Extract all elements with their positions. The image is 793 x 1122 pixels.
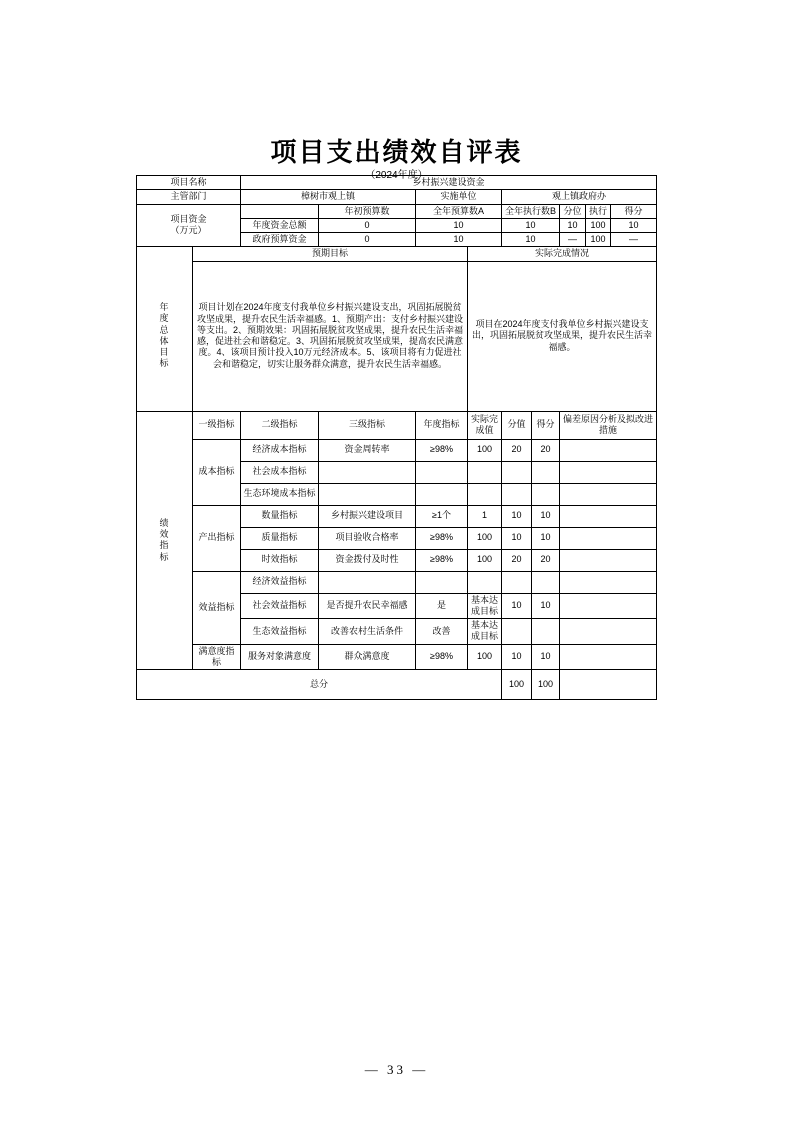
indicator-note (560, 461, 657, 483)
funds-row2-weight: — (560, 233, 586, 247)
indicator-weight (502, 571, 532, 593)
funds-row1-initial: 0 (319, 218, 416, 232)
indicator-weight (502, 619, 532, 645)
indicator-level3 (319, 571, 416, 593)
col-annual-target: 年度指标 (416, 411, 468, 439)
indicator-actual: 基本达成目标 (468, 593, 502, 619)
funds-row-label: 项目资金 （万元） (137, 204, 241, 247)
indicator-level2: 经济效益指标 (241, 571, 319, 593)
table-row (137, 571, 657, 593)
col-deviation-note: 偏差原因分析及拟改进措施 (560, 411, 657, 439)
funds-row2-rate: 100 (586, 233, 611, 247)
page-subtitle: （2024年度） (365, 170, 428, 181)
indicator-annual (416, 461, 468, 483)
table-row (137, 439, 657, 461)
indicator-annual: ≥98% (416, 527, 468, 549)
funds-row2-annual: 10 (416, 233, 502, 247)
department-label: 主管部门 (137, 190, 241, 204)
table-row (137, 505, 657, 527)
funds-col-score: 得分 (611, 204, 657, 218)
indicator-level1-output: 产出指标 (193, 505, 241, 571)
indicator-note (560, 483, 657, 505)
indicator-note (560, 619, 657, 645)
indicator-score: 20 (532, 549, 560, 571)
indicator-score (532, 461, 560, 483)
col-level1: 一级指标 (193, 411, 241, 439)
indicator-weight (502, 461, 532, 483)
unit-label: 实施单位 (416, 190, 502, 204)
indicator-annual (416, 571, 468, 593)
indicator-level1-benefit: 效益指标 (193, 571, 241, 644)
indicator-level2: 生态环境成本指标 (241, 483, 319, 505)
indicator-weight: 10 (502, 505, 532, 527)
department-value: 樟树市观上镇 (241, 190, 416, 204)
total-label: 总分 (137, 670, 502, 700)
indicator-annual: 是 (416, 593, 468, 619)
indicator-annual: ≥98% (416, 549, 468, 571)
indicator-actual: 基本达成目标 (468, 619, 502, 645)
indicator-annual: ≥98% (416, 644, 468, 670)
actual-completion-label: 实际完成情况 (468, 247, 657, 261)
indicator-weight: 10 (502, 593, 532, 619)
indicator-actual (468, 483, 502, 505)
indicator-note (560, 439, 657, 461)
indicator-level1-cost: 成本指标 (193, 439, 241, 505)
table-row (137, 644, 657, 670)
indicator-level3 (319, 483, 416, 505)
total-weight: 100 (502, 670, 532, 700)
col-level2: 二级指标 (241, 411, 319, 439)
funds-col-weight: 分位 (560, 204, 586, 218)
indicator-level2: 生态效益指标 (241, 619, 319, 645)
indicator-actual: 100 (468, 527, 502, 549)
actual-completion-text: 项目在2024年度支付我单位乡村振兴建设支出，巩固拓展脱贫攻坚成果，提升农民生活幸福感。 (468, 261, 657, 411)
indicator-weight (502, 483, 532, 505)
page-number: — 33 — (364, 1062, 429, 1077)
indicator-score: 10 (532, 527, 560, 549)
indicator-weight: 20 (502, 549, 532, 571)
funds-row2-executed: 10 (502, 233, 560, 247)
funds-row2-initial: 0 (319, 233, 416, 247)
funds-row1-rate: 100 (586, 218, 611, 232)
indicator-note (560, 571, 657, 593)
indicator-level1-satisfaction: 满意度指标 (193, 644, 241, 670)
indicator-weight: 20 (502, 439, 532, 461)
indicator-level2: 质量指标 (241, 527, 319, 549)
indicator-level3: 群众满意度 (319, 644, 416, 670)
table-row-target-headers (137, 247, 657, 261)
indicator-level3: 改善农村生活条件 (319, 619, 416, 645)
funds-row1-weight: 10 (560, 218, 586, 232)
funds-col-rate: 执行 (586, 204, 611, 218)
indicator-level3: 项目验收合格率 (319, 527, 416, 549)
table-row-target-content (137, 261, 657, 411)
indicator-actual (468, 571, 502, 593)
performance-indicator-side-label: 绩效指标 (137, 411, 193, 670)
indicator-level2: 社会成本指标 (241, 461, 319, 483)
project-name-value: 乡村振兴建设资金 (241, 176, 657, 190)
unit-value: 观上镇政府办 (502, 190, 657, 204)
table-row-total (137, 670, 657, 700)
annual-target-side-label-spacer (137, 247, 193, 261)
funds-col-executed: 全年执行数B (502, 204, 560, 218)
total-score: 100 (532, 670, 560, 700)
indicator-annual: 改善 (416, 619, 468, 645)
expected-target-text: 项目计划在2024年度支付我单位乡村振兴建设支出，巩固拓展脱贫攻坚成果，提升农民生活幸福感。1、预期产出：支付乡村振兴建设等支出。2、预期效果：巩固拓展脱贫攻坚成果，提升农民生活幸福感，促进社会和谐稳定。3、巩固拓展脱贫攻坚成果，提高农民满意度。4、该项目预计投入10万元经济成本。5、该项目将有力促进社会和谐稳定，切实让服务群众满意，提升农民生活幸福感。 (193, 261, 468, 411)
indicator-note (560, 505, 657, 527)
indicator-score (532, 483, 560, 505)
funds-col-blank (241, 204, 319, 218)
expected-target-label: 预期目标 (193, 247, 468, 261)
indicator-score (532, 571, 560, 593)
funds-row1-label: 年度资金总额 (241, 218, 319, 232)
indicator-level3: 资金拨付及时性 (319, 549, 416, 571)
indicator-actual: 100 (468, 439, 502, 461)
indicator-score: 10 (532, 644, 560, 670)
col-level3: 三级指标 (319, 411, 416, 439)
indicator-level2: 时效指标 (241, 549, 319, 571)
indicator-level2: 社会效益指标 (241, 593, 319, 619)
table-row-department (137, 190, 657, 204)
indicator-note (560, 549, 657, 571)
table-row-project-name (137, 176, 657, 190)
table-row-funds-header (137, 204, 657, 218)
indicator-level3: 乡村振兴建设项目 (319, 505, 416, 527)
funds-row1-executed: 10 (502, 218, 560, 232)
funds-row1-score: 10 (611, 218, 657, 232)
indicator-actual: 100 (468, 644, 502, 670)
indicator-score (532, 619, 560, 645)
indicator-level2: 数量指标 (241, 505, 319, 527)
indicator-level3: 资金周转率 (319, 439, 416, 461)
total-note (560, 670, 657, 700)
table-row-indicator-headers (137, 411, 657, 439)
funds-row2-score: — (611, 233, 657, 247)
funds-row1-annual: 10 (416, 218, 502, 232)
indicator-note (560, 527, 657, 549)
annual-target-side-label: 年度总体目标 (137, 261, 193, 411)
indicator-weight: 10 (502, 644, 532, 670)
indicator-score: 20 (532, 439, 560, 461)
indicator-actual (468, 461, 502, 483)
col-weight: 分值 (502, 411, 532, 439)
indicator-level3 (319, 461, 416, 483)
col-actual-value: 实际完成值 (468, 411, 502, 439)
indicator-weight: 10 (502, 527, 532, 549)
indicator-actual: 100 (468, 549, 502, 571)
indicator-annual (416, 483, 468, 505)
project-name-label: 项目名称 (137, 176, 241, 190)
indicator-note (560, 644, 657, 670)
performance-self-evaluation-table (136, 175, 657, 700)
indicator-level2: 经济成本指标 (241, 439, 319, 461)
indicator-score: 10 (532, 593, 560, 619)
page-title: 项目支出绩效自评表 (270, 138, 523, 168)
indicator-actual: 1 (468, 505, 502, 527)
indicator-level3: 是否提升农民幸福感 (319, 593, 416, 619)
col-score: 得分 (532, 411, 560, 439)
indicator-score: 10 (532, 505, 560, 527)
indicator-level2: 服务对象满意度 (241, 644, 319, 670)
indicator-annual: ≥1个 (416, 505, 468, 527)
funds-col-annual: 全年预算数A (416, 204, 502, 218)
indicator-annual: ≥98% (416, 439, 468, 461)
funds-row2-label: 政府预算资金 (241, 233, 319, 247)
indicator-note (560, 593, 657, 619)
funds-col-initial: 年初预算数 (319, 204, 416, 218)
